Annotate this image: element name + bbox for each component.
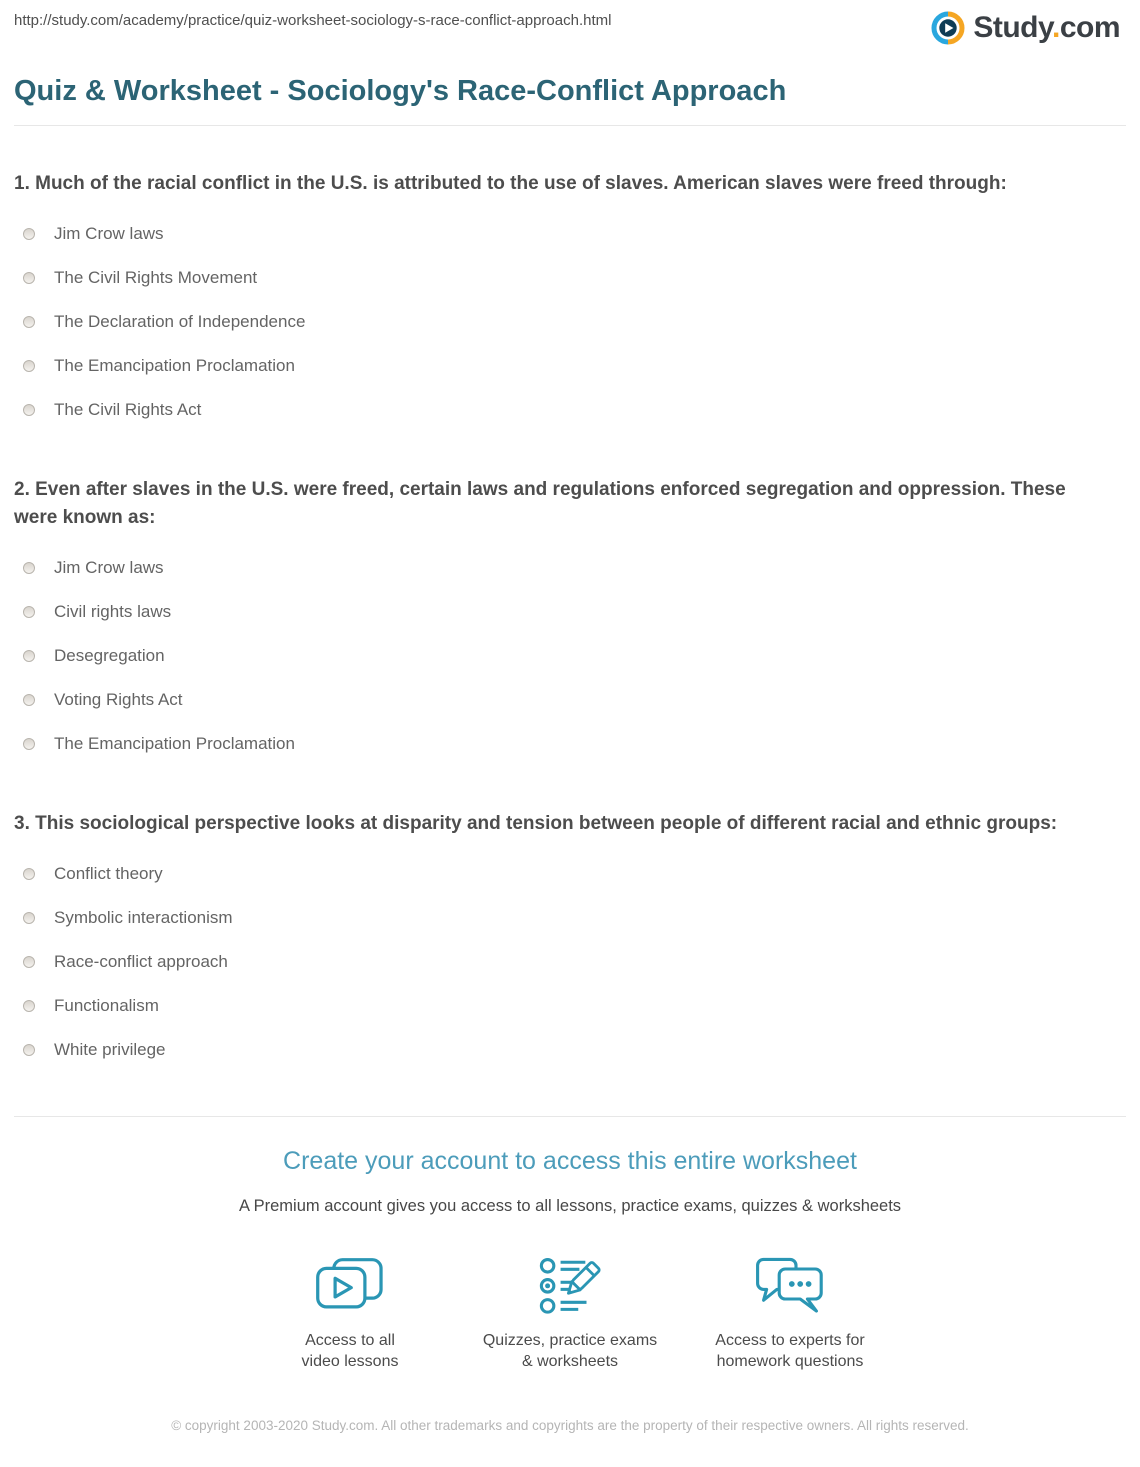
feature-quizzes-worksheets xyxy=(460,1256,680,1372)
option-label[interactable]: The Civil Rights Movement xyxy=(54,268,258,287)
caption-line: Access to all xyxy=(305,1331,395,1349)
cta-heading: Create your account to access this entire worksheet xyxy=(283,1147,857,1175)
option-row[interactable] xyxy=(14,256,1126,300)
caption-line: & worksheets xyxy=(521,1352,619,1370)
option-label[interactable]: Voting Rights Act xyxy=(54,690,183,709)
radio-button[interactable] xyxy=(23,272,35,284)
option-row[interactable] xyxy=(14,852,1126,896)
option-row[interactable] xyxy=(14,896,1126,940)
question-2 xyxy=(14,476,1126,766)
radio-button[interactable] xyxy=(23,650,35,662)
option-label[interactable]: Desegregation xyxy=(54,646,165,665)
feature-caption xyxy=(240,1330,460,1372)
page-url: http://study.com/academy/practice/quiz-worksheet-sociology-s-race-conflict-approach.html xyxy=(14,12,612,29)
play-circle-icon xyxy=(930,10,966,46)
option-row[interactable] xyxy=(14,590,1126,634)
feature-video-lessons xyxy=(240,1256,460,1372)
title-divider xyxy=(14,125,1126,126)
video-lessons-icon xyxy=(314,1257,386,1317)
radio-button[interactable] xyxy=(23,228,35,240)
logo-com: com xyxy=(1059,11,1120,44)
radio-button[interactable] xyxy=(23,1044,35,1056)
option-row[interactable] xyxy=(14,300,1126,344)
header xyxy=(14,0,1126,46)
option-row[interactable] xyxy=(14,940,1126,984)
feature-homework-experts xyxy=(680,1256,900,1372)
quizzes-worksheets-icon xyxy=(537,1256,603,1318)
caption-line: Quizzes, practice exams xyxy=(482,1331,658,1349)
studycom-logo[interactable] xyxy=(930,10,1120,46)
radio-button[interactable] xyxy=(23,606,35,618)
features-row xyxy=(14,1256,1126,1372)
option-label[interactable]: The Civil Rights Act xyxy=(54,400,202,419)
page-title: Quiz & Worksheet - Sociology's Race-Conflict Approach xyxy=(14,75,787,107)
option-row[interactable] xyxy=(14,678,1126,722)
radio-button[interactable] xyxy=(23,912,35,924)
option-label[interactable]: Symbolic interactionism xyxy=(54,908,233,927)
feature-caption xyxy=(460,1330,680,1372)
option-row[interactable] xyxy=(14,984,1126,1028)
logo-study: Study xyxy=(973,11,1052,44)
radio-button[interactable] xyxy=(23,694,35,706)
logo-dot: . xyxy=(1051,11,1060,44)
radio-button[interactable] xyxy=(23,404,35,416)
question-3 xyxy=(14,810,1126,1072)
question-text: 1. Much of the racial conflict in the U.S. is attributed to the use of slaves. American slaves were freed through: xyxy=(14,173,1007,194)
question-1-options xyxy=(14,212,1126,432)
option-label[interactable]: Conflict theory xyxy=(54,864,163,883)
radio-button[interactable] xyxy=(23,316,35,328)
cta-subheading: A Premium account gives you access to all lessons, practice exams, quizzes & worksheets xyxy=(238,1196,902,1215)
question-text: 3. This sociological perspective looks at disparity and tension between people of different racial and ethnic groups: xyxy=(14,813,1058,834)
option-label[interactable]: White privilege xyxy=(54,1040,166,1059)
radio-button[interactable] xyxy=(23,738,35,750)
option-label[interactable]: Jim Crow laws xyxy=(54,558,164,577)
radio-button[interactable] xyxy=(23,956,35,968)
option-label[interactable]: Jim Crow laws xyxy=(54,224,164,243)
option-label[interactable]: Civil rights laws xyxy=(54,602,172,621)
caption-line: Access to experts for xyxy=(715,1331,865,1349)
question-1 xyxy=(14,170,1126,432)
option-row[interactable] xyxy=(14,634,1126,678)
option-label[interactable]: Functionalism xyxy=(54,996,159,1015)
feature-caption xyxy=(680,1330,900,1372)
option-label[interactable]: Race-conflict approach xyxy=(54,952,228,971)
question-2-options xyxy=(14,546,1126,766)
question-3-options xyxy=(14,852,1126,1072)
radio-button[interactable] xyxy=(23,868,35,880)
option-label[interactable]: The Declaration of Independence xyxy=(54,312,306,331)
footer-copyright: © copyright 2003-2020 Study.com. All other trademarks and copyrights are the property of their respective owners. All rights reserved. xyxy=(171,1417,969,1433)
radio-button[interactable] xyxy=(23,562,35,574)
cta-divider xyxy=(14,1116,1126,1117)
option-row[interactable] xyxy=(14,212,1126,256)
option-row[interactable] xyxy=(14,344,1126,388)
option-row[interactable] xyxy=(14,722,1126,766)
option-label[interactable]: The Emancipation Proclamation xyxy=(54,356,295,375)
option-row[interactable] xyxy=(14,1028,1126,1072)
option-row[interactable] xyxy=(14,388,1126,432)
caption-line: video lessons xyxy=(301,1352,399,1370)
homework-experts-icon xyxy=(754,1256,826,1318)
radio-button[interactable] xyxy=(23,360,35,372)
radio-button[interactable] xyxy=(23,1000,35,1012)
caption-line: homework questions xyxy=(716,1352,864,1370)
logo-text xyxy=(973,10,1120,46)
option-row[interactable] xyxy=(14,546,1126,590)
question-text: 2. Even after slaves in the U.S. were freed, certain laws and regulations enforced segregation and oppression. These were known as: xyxy=(14,479,1066,528)
option-label[interactable]: The Emancipation Proclamation xyxy=(54,734,295,753)
